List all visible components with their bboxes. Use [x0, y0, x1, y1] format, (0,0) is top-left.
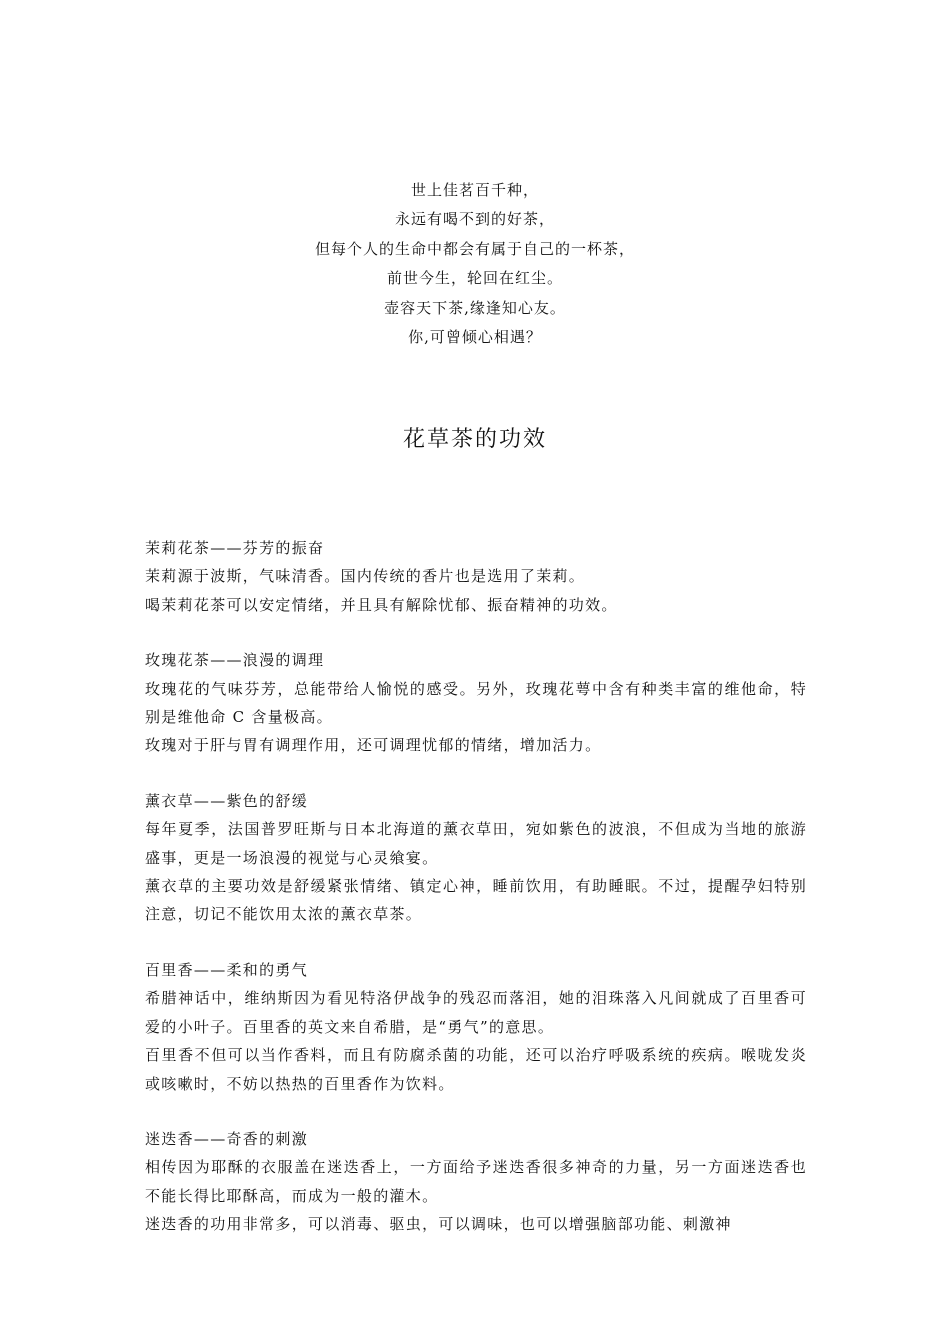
section-jasmine-tea: [145, 534, 807, 619]
opening-poem: [0, 176, 950, 352]
section-paragraph: 薰衣草的主要功效是舒缓紧张情绪、镇定心神，睡前饮用，有助睡眠。不过，提醒孕妇特别注意，切记不能饮用太浓的薰衣草茶。: [145, 877, 807, 924]
section-paragraph: 相传因为耶酥的衣服盖在迷迭香上，一方面给予迷迭香很多神奇的力量，另一方面迷迭香也不能长得比耶酥高，而成为一般的灌木。: [145, 1158, 807, 1205]
section-paragraph: 百里香不但可以当作香料，而且有防腐杀菌的功能，还可以治疗呼吸系统的疾病。喉咙发炎或咳嗽时，不妨以热热的百里香作为饮料。: [145, 1046, 807, 1093]
section-paragraph: 希腊神话中，维纳斯因为看见特洛伊战争的残忍而落泪，她的泪珠落入凡间就成了百里香可爱的小叶子。百里香的英文来自希腊，是“勇气”的意思。: [145, 989, 807, 1036]
section-paragraph: 玫瑰花的气味芬芳，总能带给人愉悦的感受。另外，玫瑰花萼中含有种类丰富的维他命，特别是维他命 C 含量极高。: [145, 679, 807, 727]
poem-line: 但每个人的生命中都会有属于自己的一杯茶，: [314, 239, 635, 258]
section-thyme: [145, 956, 807, 1098]
section-paragraph: 喝茉莉花茶可以安定情绪，并且具有解除忧郁、振奋精神的功效。: [145, 595, 618, 614]
section-lavender: [145, 787, 807, 929]
article-body: [145, 534, 807, 1266]
section-paragraph: 每年夏季，法国普罗旺斯与日本北海道的薰衣草田，宛如紫色的波浪，不但成为当地的旅游盛事，更是一场浪漫的视觉与心灵飨宴。: [145, 820, 807, 867]
page-title: 花草茶的功效: [402, 427, 547, 452]
poem-line: 前世今生，轮回在红尘。: [386, 269, 563, 288]
section-heading: 百里香——柔和的勇气: [145, 960, 309, 979]
section-paragraph: 茉莉源于波斯，气味清香。国内传统的香片也是选用了茉莉。: [145, 567, 586, 586]
section-paragraph: 迷迭香的功用非常多，可以消毒、驱虫，可以调味，也可以增强脑部功能、刺激神: [145, 1215, 732, 1234]
section-heading: 薰衣草——紫色的舒缓: [145, 791, 309, 810]
poem-line: 壶容天下茶,缘逢知心友。: [384, 298, 566, 317]
section-rose-tea: [145, 646, 807, 760]
section-heading: 茉莉花茶——芬芳的振奋: [145, 539, 325, 557]
section-heading: 迷迭香——奇香的刺激: [145, 1129, 309, 1148]
poem-line: 世上佳茗百千种，: [410, 181, 539, 199]
section-heading: 玫瑰花茶——浪漫的调理: [145, 651, 325, 670]
poem-line: 你,可曾倾心相遇？: [408, 328, 542, 347]
poem-line: 永远有喝不到的好茶，: [394, 210, 555, 229]
section-paragraph: 玫瑰对于肝与胃有调理作用，还可调理忧郁的情绪，增加活力。: [145, 736, 602, 755]
section-rosemary: [145, 1125, 807, 1239]
